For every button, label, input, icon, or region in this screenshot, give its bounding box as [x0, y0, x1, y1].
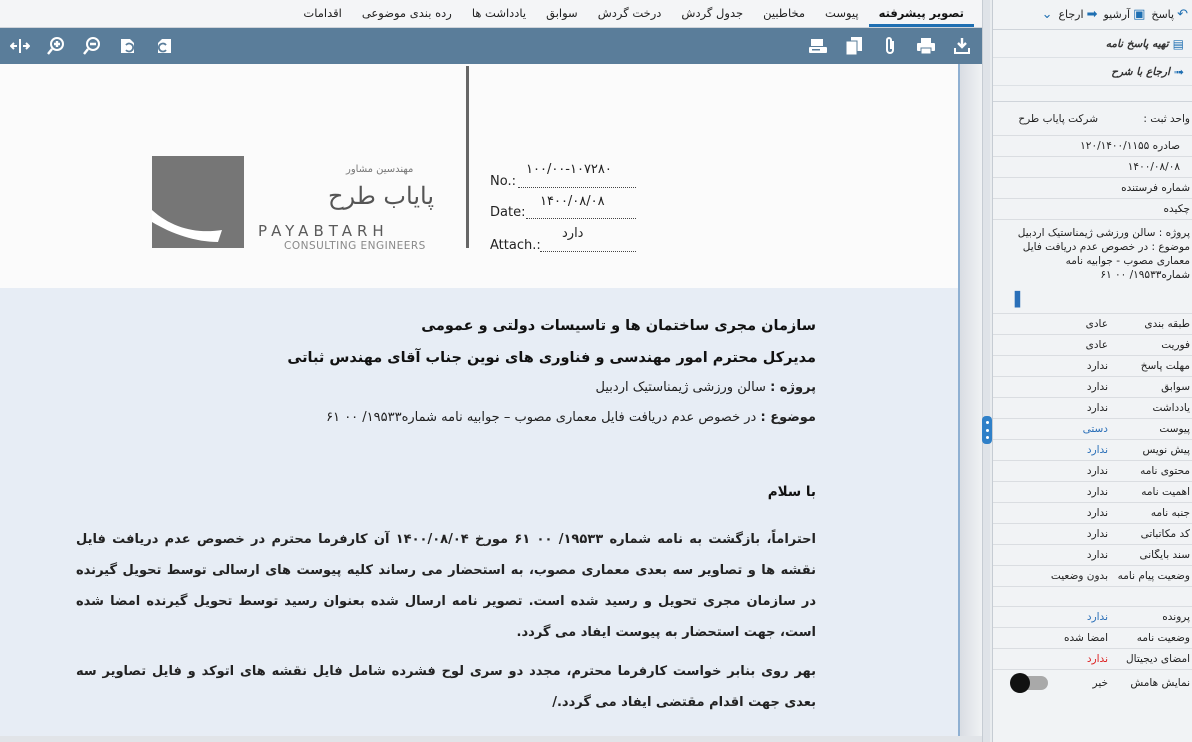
- property-value[interactable]: دستی: [1082, 423, 1108, 435]
- forward-arrow-icon: ➡: [1086, 7, 1098, 22]
- tab-contacts[interactable]: مخاطبین: [763, 6, 806, 20]
- forward-button[interactable]: [1058, 7, 1097, 22]
- tab-flow-tree[interactable]: درخت گردش: [597, 6, 662, 20]
- property-value: امضا شده: [1064, 632, 1108, 644]
- property-value: ندارد: [1086, 465, 1108, 477]
- meta-date-value: ۱۴۰۰/۰۸/۰۸: [540, 194, 605, 209]
- reply-button[interactable]: [1151, 7, 1188, 22]
- property-value: عادی: [1085, 339, 1108, 351]
- meta-attach-value: دارد: [562, 226, 584, 241]
- property-row: [993, 398, 1192, 419]
- property-label: پیوست: [1159, 423, 1190, 435]
- property-label: محتوی نامه: [1140, 465, 1190, 477]
- logo-subtitle-en: CONSULTING ENGINEERS: [284, 240, 426, 252]
- property-label: جنبه نامه: [1150, 507, 1190, 519]
- show-copy-row: [993, 670, 1192, 696]
- logo-name-en: PAYABTARH: [258, 222, 389, 240]
- registration-unit-value: شرکت پایاب طرح: [1018, 112, 1098, 125]
- property-value: ندارد: [1086, 507, 1108, 519]
- archive-button[interactable]: [1103, 7, 1145, 22]
- zoom-in-icon[interactable]: [44, 34, 68, 58]
- property-label: مهلت پاسخ: [1140, 360, 1190, 372]
- attach-icon[interactable]: [878, 34, 902, 58]
- toggle-knob: [1010, 673, 1030, 693]
- registration-unit-row: [993, 102, 1192, 136]
- reply-label: پاسخ: [1151, 8, 1175, 21]
- tab-advanced-image[interactable]: تصویر پیشرفته: [869, 0, 974, 27]
- fit-width-icon[interactable]: [8, 34, 32, 58]
- logo-name-fa: پایاب طرح: [327, 182, 435, 210]
- subject-value: در خصوص عدم دریافت فایل معماری مصوب – جوابیه نامه شماره۱۹۵۳۳/ ۰۰ ۶۱: [326, 410, 757, 425]
- subject-line: [326, 410, 816, 425]
- letter-page: [0, 64, 958, 742]
- toolbar-right-group: [806, 34, 974, 58]
- property-value: ندارد: [1086, 528, 1108, 540]
- zoom-out-icon[interactable]: [80, 34, 104, 58]
- letterhead-area: [0, 64, 958, 288]
- sender-number-row: [993, 178, 1192, 199]
- rotate-right-icon[interactable]: [116, 34, 140, 58]
- property-value: ندارد: [1086, 486, 1108, 498]
- project-value: سالن ورزشی ژیمناستیک اردبیل: [595, 380, 766, 395]
- issued-date-value: ۱۴۰۰/۰۸/۰۸: [1127, 161, 1180, 173]
- property-label: کد مکاتباتی: [1140, 528, 1190, 540]
- property-label: پرونده: [1162, 611, 1190, 623]
- project-line: [596, 380, 816, 395]
- panel-splitter[interactable]: [982, 0, 990, 742]
- scanner-icon[interactable]: [806, 34, 830, 58]
- property-row: [993, 649, 1192, 670]
- property-row: [993, 356, 1192, 377]
- forward-label: ارجاع: [1058, 8, 1084, 21]
- project-label: پروژه :: [770, 380, 816, 395]
- page-edge-strip: [958, 64, 982, 742]
- issued-date-row: [993, 157, 1192, 178]
- tab-attachment[interactable]: پیوست: [825, 6, 859, 20]
- property-value: عادی: [1085, 318, 1108, 330]
- property-row: [993, 607, 1192, 628]
- property-row: [993, 628, 1192, 649]
- property-label: سند بایگانی: [1139, 549, 1190, 561]
- meta-date-label: Date:: [490, 205, 526, 220]
- property-value: ندارد: [1086, 653, 1108, 665]
- archive-label: آرشیو: [1103, 8, 1131, 21]
- property-label: وضعیت نامه: [1136, 632, 1190, 644]
- refer-icon: ➟: [1173, 64, 1184, 79]
- property-row: [993, 419, 1192, 440]
- rotate-left-icon[interactable]: [152, 34, 176, 58]
- recipient-organization: سازمان مجری ساختمان ها و تاسیسات دولتی و عمومی: [421, 318, 816, 334]
- property-value[interactable]: ندارد: [1086, 444, 1108, 456]
- letter-properties: [993, 314, 1192, 587]
- splitter-grip-icon[interactable]: [982, 416, 992, 444]
- letterhead-divider: [466, 66, 469, 248]
- property-value: بدون وضعیت: [1050, 570, 1108, 582]
- property-value: ندارد: [1086, 381, 1108, 393]
- issued-number-value: صادره ۱۲۰/۱۴۰۰/۱۱۵۵: [1080, 140, 1180, 152]
- chevron-down-icon: ⌄: [1041, 7, 1053, 22]
- tab-notes[interactable]: یادداشت ها: [471, 6, 527, 20]
- greeting: با سلام: [767, 484, 816, 500]
- property-row: [993, 524, 1192, 545]
- property-label: یادداشت: [1152, 402, 1190, 414]
- viewer-toolbar: [0, 28, 982, 64]
- archive-icon: ▣: [1133, 7, 1146, 22]
- registration-unit-label: واحد ثبت :: [1143, 112, 1190, 125]
- property-row: [993, 440, 1192, 461]
- meta-attach-line: [540, 238, 636, 252]
- property-label: امضای دیجیتال: [1126, 653, 1190, 665]
- property-value: ندارد: [1086, 402, 1108, 414]
- tab-actions[interactable]: اقدامات: [303, 6, 342, 20]
- property-value: ندارد: [1086, 549, 1108, 561]
- property-label: وضعیت پیام نامه: [1118, 570, 1190, 582]
- refer-with-note-link[interactable]: [993, 58, 1192, 86]
- summary-text: پروژه : سالن ورزشی ژیمناستیک اردبیل موضوع : در خصوص عدم دریافت فایل معماری مصوب - جوابیه نامه شماره۱۹۵۳۳/ ۰۰ ۶۱: [1017, 227, 1190, 281]
- tab-subject-classification[interactable]: رده بندی موضوعی: [361, 6, 452, 20]
- property-label: فوریت: [1161, 339, 1190, 351]
- company-logo: [152, 156, 244, 248]
- download-icon[interactable]: [950, 34, 974, 58]
- property-value: ندارد: [1086, 360, 1108, 372]
- document-file-icon[interactable]: ▐: [993, 286, 1192, 314]
- tab-flow-table[interactable]: جدول گردش: [681, 6, 744, 20]
- property-label: سوابق: [1161, 381, 1190, 393]
- reply-icon: ↶: [1177, 7, 1188, 22]
- paragraph-2: بهر روی بنابر خواست کارفرما محترم، مجدد دو سری لوح فشرده شامل فایل نقشه های اتوکد و فایل تصاویر سه بعدی جهت اقدام مقتضی ایفاد می گردد./: [76, 664, 816, 710]
- viewer-bottom-bar: [0, 736, 982, 742]
- summary-label: چکیده: [1163, 203, 1190, 215]
- sender-number-label: شماره فرستنده: [1121, 182, 1190, 194]
- property-label: اهمیت نامه: [1141, 486, 1190, 498]
- property-row: [993, 377, 1192, 398]
- panel-separator: [993, 86, 1192, 102]
- recipient-person: مدیرکل محترم امور مهندسی و فناوری های نوین جناب آقای مهندس ثباتی: [287, 350, 816, 366]
- property-row: [993, 482, 1192, 503]
- panel-action-bar: [993, 0, 1192, 30]
- refer-with-note-label: ارجاع با شرح: [1111, 65, 1170, 78]
- property-row: [993, 335, 1192, 356]
- issued-number-row: [993, 136, 1192, 157]
- document-viewer[interactable]: [0, 64, 982, 742]
- meta-no-label: No.:: [490, 174, 516, 189]
- subject-label: موضوع :: [760, 410, 816, 425]
- toolbar-left-group: [8, 34, 176, 58]
- letter-info-panel: [992, 0, 1192, 742]
- show-copy-value: خیر: [1092, 677, 1108, 689]
- copy-icon[interactable]: [842, 34, 866, 58]
- letter-status-properties: [993, 607, 1192, 670]
- document-icon: ▤: [1172, 36, 1184, 51]
- property-label: پیش نویس: [1142, 444, 1190, 456]
- prepare-reply-link[interactable]: [993, 30, 1192, 58]
- tab-history[interactable]: سوابق: [546, 6, 578, 20]
- letter-body: [0, 288, 958, 742]
- property-row: [993, 314, 1192, 335]
- show-copy-toggle[interactable]: [1012, 676, 1048, 690]
- tab-bar: [0, 0, 982, 28]
- print-icon[interactable]: [914, 34, 938, 58]
- show-copy-label: نمایش هامش: [1130, 677, 1190, 689]
- property-row: [993, 566, 1192, 587]
- property-value[interactable]: ندارد: [1086, 611, 1108, 623]
- meta-attach-label: Attach.:: [490, 238, 541, 253]
- summary-row: [993, 199, 1192, 220]
- property-row: [993, 545, 1192, 566]
- property-row: [993, 461, 1192, 482]
- spacer-row: [993, 587, 1192, 607]
- prepare-reply-label: تهیه پاسخ نامه: [1105, 37, 1169, 50]
- paragraph-1: احتراماً، بازگشت به نامه شماره ۱۹۵۳۳/ ۰۰ ۶۱ مورخ ۱۴۰۰/۰۸/۰۴ آن کارفرما محترم در خصوص عدم دریافت فایل نقشه ها و تصاویر سه بعدی معماری مصوب، به استحضار می رساند کلیه پیوست های ارسالی توسط تحویل گیرنده در سازمان مجری تحویل و رسید شده است. تصویر نامه ارسال شده بعنوان رسید توسط تحویل گیرنده امضا شده است، جهت استحضار به پیوست ایفاد می گردد.: [76, 532, 817, 640]
- property-label: طبقه بندی: [1144, 318, 1190, 330]
- logo-subtitle-fa: مهندسین مشاور: [346, 164, 414, 175]
- meta-no-value: ۱۰۰/۰۰-۱۰۷۲۸۰: [526, 162, 612, 177]
- more-actions-button[interactable]: [1042, 7, 1053, 22]
- property-row: [993, 503, 1192, 524]
